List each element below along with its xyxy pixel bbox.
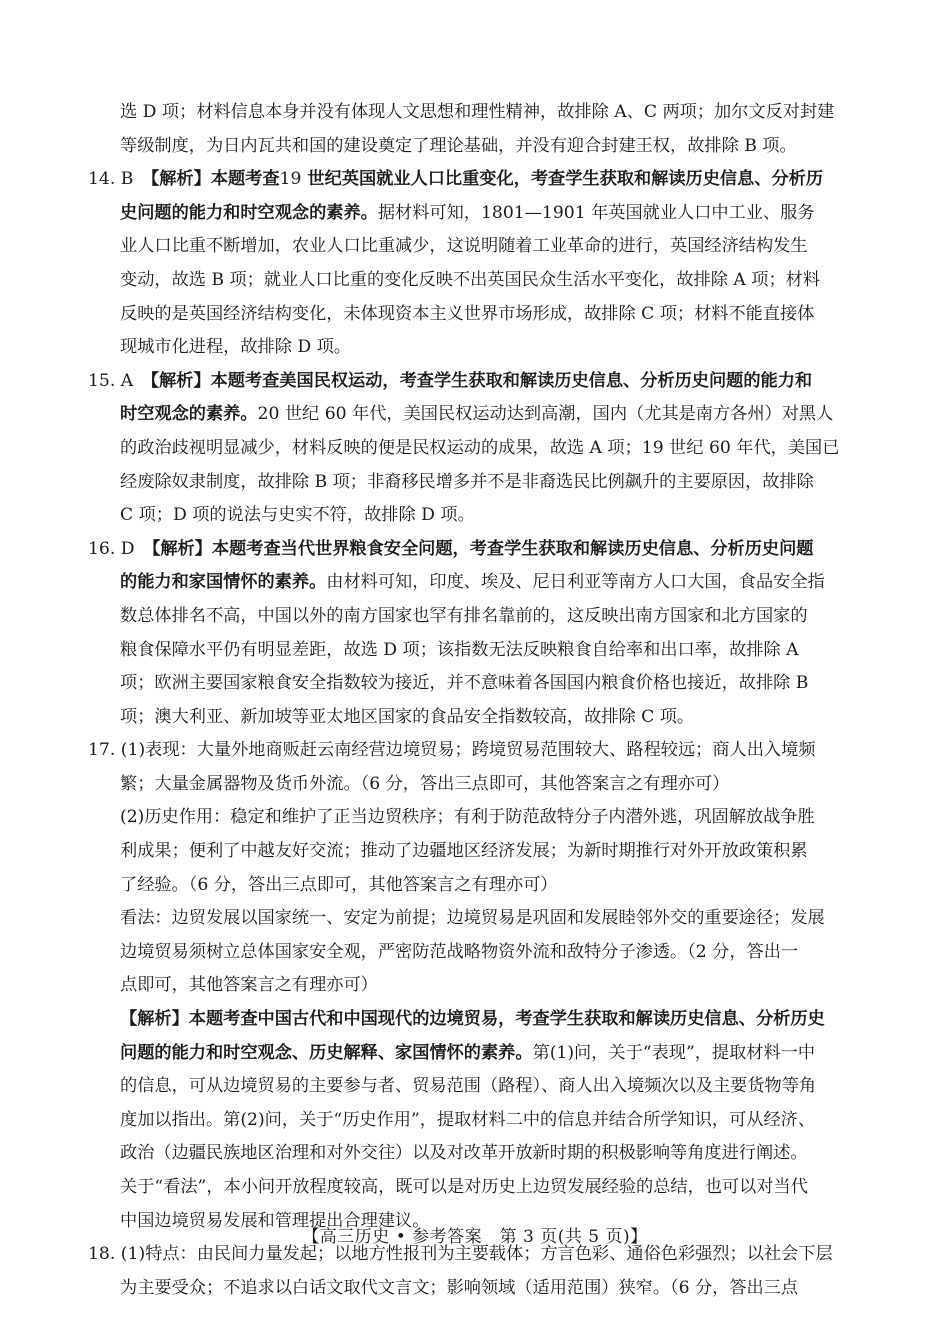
text-run: 15. A bbox=[88, 370, 151, 391]
text-run: 度加以指出。第(2)问，关于“历史作用”，提取材料二中的信息并结合所学知识，可从经济、 bbox=[120, 1109, 816, 1130]
text-line bbox=[88, 600, 868, 634]
text-line bbox=[88, 230, 868, 264]
text-line bbox=[88, 298, 868, 332]
text-run: 第(1)问，关于“表现”，提取材料一中 bbox=[532, 1042, 816, 1063]
text-line bbox=[88, 1171, 868, 1205]
text-run: (2)历史作用：稳定和维护了正当边贸秩序；有利于防范敌特分子内潜外逃，巩固解放战争胜 bbox=[120, 807, 815, 828]
text-line bbox=[88, 264, 868, 298]
bold-text-run: 问题的能力和时空观念、历史解释、家国情怀的素养。 bbox=[120, 1042, 533, 1063]
text-run: 等级制度，为日内瓦共和国的建设奠定了理论基础，并没有迎合封建王权，故排除 B 项。 bbox=[120, 135, 797, 156]
text-run: 利成果；便利了中越友好交流；推动了边疆地区经济发展；为新时期推行对外开放政策积累 bbox=[120, 841, 808, 862]
text-run: 业人口比重不断增加，农业人口比重减少，这说明随着工业革命的进行，英国经济结构发生 bbox=[120, 236, 808, 257]
text-line bbox=[88, 1070, 868, 1104]
text-run: 现城市化进程，故排除 D 项。 bbox=[120, 337, 351, 358]
text-line bbox=[88, 1003, 868, 1037]
text-line bbox=[88, 130, 868, 164]
text-line bbox=[88, 768, 868, 802]
text-line bbox=[88, 499, 868, 533]
text-run: 18. (1)特点：由民间力量发起；以地方性报刊为主要载体；方言色彩、通俗色彩强烈；以社会下层 bbox=[88, 1244, 833, 1265]
text-line bbox=[88, 566, 868, 600]
text-line bbox=[88, 1037, 868, 1071]
bold-text-run: 时空观念的素养。 bbox=[120, 404, 258, 425]
answer-text-body bbox=[88, 96, 868, 1305]
text-line bbox=[88, 667, 868, 701]
text-line bbox=[88, 734, 868, 768]
text-run: 中国边境贸易发展和管理提出合理建议。 bbox=[120, 1210, 430, 1231]
bold-text-run: 史问题的能力和时空观念的素养。 bbox=[120, 202, 378, 223]
text-run: 为主要受众；不追求以白话文取代文言文；影响领域（适用范围）狭窄。（6 分，答出三点 bbox=[120, 1277, 799, 1298]
bold-text-run: 【解析】本题考查 bbox=[150, 169, 280, 190]
bold-text-run: 世纪英国就业人口比重变化，考查学生获取和解读历史信息、分析历 bbox=[301, 169, 824, 190]
text-run: 的信息，可从边境贸易的主要参与者、贸易范围（路程）、商人出入境频次以及主要货物等角 bbox=[120, 1076, 817, 1097]
text-line bbox=[88, 902, 868, 936]
text-run: 粮食保障水平仍有明显差距，故选 D 项；该指数无法反映粮食自给率和出口率，故排除 A bbox=[120, 639, 799, 660]
text-run: 20 世纪 60 年代，美国民权运动达到高潮，国内（尤其是南方各州）对黑人 bbox=[257, 404, 834, 425]
text-line bbox=[88, 96, 868, 130]
bold-text-run: 【解析】本题考查当代世界粮食安全问题，考查学生获取和解读历史信息、分析历史问题 bbox=[151, 538, 814, 559]
text-line bbox=[88, 835, 868, 869]
text-line bbox=[88, 197, 868, 231]
text-line bbox=[88, 432, 868, 466]
text-line bbox=[88, 936, 868, 970]
text-line bbox=[88, 634, 868, 668]
bold-text-run: 的能力和家国情怀的素养。 bbox=[120, 572, 327, 593]
text-run: 变动，故选 B 项；就业人口比重的变化反映不出英国民众生活水平变化，故排除 A 项；材料 bbox=[120, 269, 821, 290]
text-line bbox=[88, 869, 868, 903]
text-run: 了经验。（6 分，答出三点即可，其他答案言之有理亦可） bbox=[120, 874, 558, 895]
text-run: 项；欧洲主要国家粮食安全指数较为接近，并不意味着各国国内粮食价格也接近，故排除 B bbox=[120, 673, 809, 694]
text-run: 经废除奴隶制度，故排除 B 项；非裔移民增多并不是非裔选民比例飙升的主要原因，故排除 bbox=[120, 471, 814, 492]
text-run: 17. (1)表现：大量外地商贩赶云南经营边境贸易；跨境贸易范围较大、路程较远；商人出入境频 bbox=[88, 740, 816, 761]
page-footer: 【高三历史 • 参考答案 第 3 页(共 5 页)】 bbox=[302, 1227, 648, 1247]
text-run: 的政治歧视明显减少，材料反映的便是民权运动的成果，故选 A 项；19 世纪 60 年代，美国已 bbox=[120, 437, 840, 458]
text-run: 选 D 项；材料信息本身并没有体现人文思想和理性精神，故排除 A、C 两项；加尔文反对封建 bbox=[120, 102, 835, 122]
text-run: 繁；大量金属器物及货币外流。（6 分，答出三点即可，其他答案言之有理亦可） bbox=[120, 773, 730, 794]
text-line bbox=[88, 701, 868, 735]
text-run: 数总体排名不高，中国以外的南方国家也罕有排名靠前的，这反映出南方国家和北方国家的 bbox=[120, 605, 808, 626]
text-line bbox=[88, 163, 868, 197]
text-line bbox=[88, 1137, 868, 1171]
text-run: 16. D bbox=[88, 538, 152, 559]
text-run: C 项；D 项的说法与史实不符，故排除 D 项。 bbox=[120, 505, 475, 526]
text-run: 据材料可知，1801—1901 年英国就业人口中工业、服务 bbox=[377, 202, 815, 223]
text-run: 19 bbox=[279, 169, 302, 190]
bold-text-run: 【解析】本题考查美国民权运动，考查学生获取和解读历史信息、分析历史问题的能力和 bbox=[150, 370, 813, 391]
text-run: 项；澳大利亚、新加坡等亚太地区国家的食品安全指数较高，故排除 C 项。 bbox=[120, 706, 695, 727]
text-run: 反映的是英国经济结构变化，未体现资本主义世界市场形成，故排除 C 项；材料不能直接体 bbox=[120, 303, 815, 324]
text-line bbox=[88, 801, 868, 835]
text-run: 14. B bbox=[88, 169, 151, 190]
text-line bbox=[88, 969, 868, 1003]
text-run: 由材料可知，印度、埃及、尼日利亚等南方人口大国，食品安全指 bbox=[326, 572, 825, 593]
text-line bbox=[88, 1272, 868, 1306]
text-line bbox=[88, 365, 868, 399]
text-run: 看法：边贸发展以国家统一、安定为前提；边境贸易是巩固和发展睦邻外交的重要途径；发展 bbox=[120, 908, 825, 929]
text-run: 关于“看法”，本小问开放程度较高，既可以是对历史上边贸发展经验的总结，也可以对当代 bbox=[120, 1177, 808, 1197]
text-run: 点即可，其他答案言之有理亦可） bbox=[120, 975, 378, 996]
text-line bbox=[88, 398, 868, 432]
text-line bbox=[88, 466, 868, 500]
text-run: 政治（边疆民族地区治理和对外交往）以及对改革开放新时期的积极影响等角度进行阐述。 bbox=[120, 1143, 808, 1164]
text-line bbox=[88, 1104, 868, 1138]
bold-text-run: 【解析】本题考查中国古代和中国现代的边境贸易，考查学生获取和解读历史信息、分析历史 bbox=[120, 1009, 825, 1030]
text-line bbox=[88, 331, 868, 365]
text-run: 边境贸易须树立总体国家安全观，严密防范战略物资外流和敌特分子渗透。（2 分，答出一 bbox=[120, 941, 799, 962]
text-line bbox=[88, 533, 868, 567]
